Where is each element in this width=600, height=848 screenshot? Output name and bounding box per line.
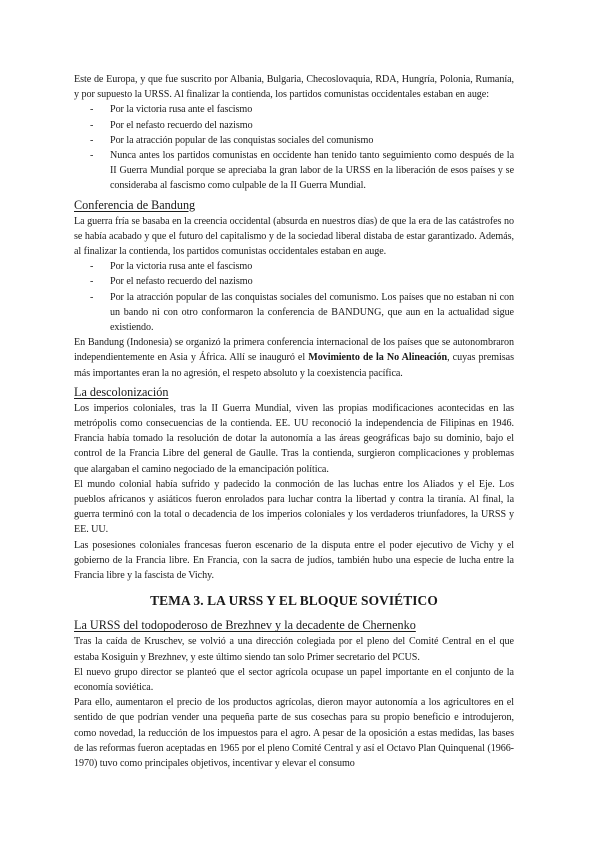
paragraph-agriculture: El nuevo grupo director se planteó que el sector agrícola ocupase un papel importante en el conjunto de la economía soviética. [74, 666, 514, 693]
paragraph-reforms: Para ello, aumentaron el precio de los productos agrícolas, dieron mayor autonomía a los agricultores en el sentido de que podrían vender una pequeña parte de sus cosechas para su propio beneficio e introdujeron, como novedad, la reducción de los impuestos para el agro. A pesar de la oposición a estas medidas, las bases de las reformas fueron aceptadas en 1965 por el pleno Comité Central y así el Octavo Plan Quinquenal (1966-1970) tuvo como principales objetivos, incentivar y elevar el consumo [74, 697, 514, 769]
paragraph-colonial-empires: Los imperios coloniales, tras la II Guerra Mundial, viven las propias modificaciones acontecidas en las metrópolis como consecuencias de la contienda. EE. UU reconoció la independencia de Filipinas en 1946. Francia había tomado la resolución de dotar la autonomía a las áreas geográficas bajo su dominio, bajo el control de la Francia Libre del general de Gaulle. Tras la contienda, surgieron complicaciones y problemas que alargaban el camino negociado de la emancipación política. [74, 402, 514, 475]
list-item: - Por el nefasto recuerdo del nazismo [110, 118, 514, 133]
bandung-text-c: , cuyas premisas más importantes eran la no agresión, el respeto absoluto y la coexistencia pacífica. [74, 352, 514, 379]
list-communist-rise [74, 102, 514, 193]
paragraph-bandung [74, 335, 514, 381]
list-item: - Por el nefasto recuerdo del nazismo [110, 274, 514, 289]
paragraph-intro: Este de Europa, y que fue suscrito por Albania, Bulgaria, Checoslovaquia, RDA, Hungría, Polonia, Rumanía, y por supuesto la URSS. Al finalizar la contienda, los partidos comunistas occidentales estaban en auge: [74, 74, 514, 101]
paragraph-cold-war: La guerra fría se basaba en la creencia occidental (absurda en nuestros días) de que la era de las catástrofes no se había acabado y que el futuro del capitalismo y de la sociedad liberal distaba de estar garantizado. Además, al finalizar la contienda, los partidos comunistas occidentales estaban en auge. [74, 215, 514, 258]
list-item: - Por la atracción popular de las conquistas sociales del comunismo. Los países que no estaban ni con un bando ni con otro conformaron la conferencia de BANDUNG, que aun en la actualidad sigue existiendo. [110, 290, 514, 336]
heading-decolonization: La descolonización [74, 384, 169, 399]
list-bandung [74, 259, 514, 335]
heading-bandung: Conferencia de Bandung [74, 197, 196, 212]
list-item: - Por la victoria rusa ante el fascismo [110, 102, 514, 117]
list-item: - Por la atracción popular de las conquistas sociales del comunismo [110, 133, 514, 148]
chapter-title: TEMA 3. LA URSS Y EL BLOQUE SOVIÉTICO [150, 593, 438, 609]
bandung-text-a: En Bandung (Indonesia) se organizó la primera conferencia internacional de los países que se autonombraron independientemente en Asia y África. Allí se inauguró el [74, 337, 514, 364]
paragraph-french-possessions: Las posesiones coloniales francesas fueron escenario de la disputa entre el poder ejecutivo de Vichy y el gobierno de la Francia libre. En Francia, con la sacra de judíos, también hubo una especie de lucha entre la Francia libre y la fascista de Vichy. [74, 539, 514, 582]
heading-brezhnev: La URSS del todopoderoso de Brezhnev y la decadente de Chernenko [74, 618, 416, 633]
paragraph-colonial-world: El mundo colonial había sufrido y padecido la conmoción de las luchas entre los Aliados y el Eje. Los pueblos africanos y asiáticos fueron enrolados para luchar contra la libertad y contra la tiranía. Al final, la guerra terminó con la total o decadencia de los imperios coloniales y los verdaderos triunfadores, la URSS y EE. UU. [74, 478, 514, 536]
list-item: - Nunca antes los partidos comunistas en occidente han tenido tanto seguimiento como después de la II Guerra Mundial porque se apreciaba la gran labor de la URSS en la liberación de esos países y se consideraba al fascismo como culpable de la II Guerra Mundial. [110, 148, 514, 194]
list-item: - Por la victoria rusa ante el fascismo [110, 259, 514, 274]
paragraph-kruschev: Tras la caída de Kruschev, se volvió a una dirección colegiada por el pleno del Comité Central en el que estaba Kosiguin y Brezhnev, y este último siendo tan solo Primer secretario del PCUS. [74, 636, 514, 663]
non-aligned-movement: Movimiento de la No Alineación [308, 352, 448, 364]
